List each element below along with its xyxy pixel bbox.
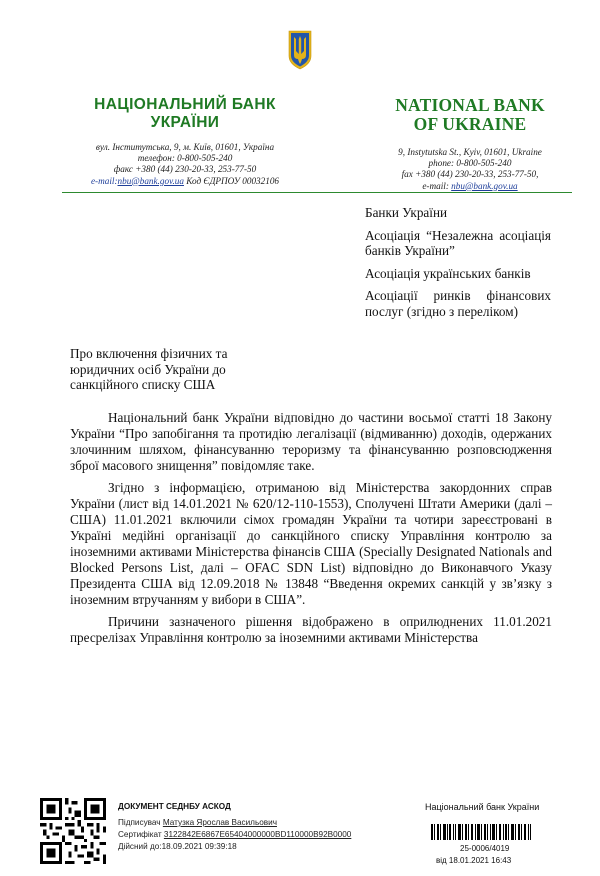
registration-number: 25-0006/4019	[460, 844, 510, 853]
validity-line	[118, 842, 237, 851]
document-footer	[0, 790, 600, 876]
email-label-en: e-mail:	[422, 180, 452, 191]
certificate-id: 3122842E6867E65404000000BD110000B92B0000	[163, 830, 352, 839]
edrpou-code: Код ЄДРПОУ 00032106	[183, 175, 280, 186]
fax-en: fax +380 (44) 230-20-33, 253-77-50,	[401, 169, 539, 180]
letter-subject: Про включення фізичних та юридичних осіб України до санкційного списку США	[70, 346, 228, 392]
certificate-line	[118, 830, 351, 839]
registration-org: Національний банк України	[425, 802, 540, 812]
bank-name-en-line1: NATIONAL BANK	[395, 95, 545, 115]
qr-code-icon	[40, 798, 106, 864]
registration-date: від 18.01.2021 16:43	[436, 856, 512, 865]
body-paragraph: Національний банк України відповідно до частини восьмої статті 18 Закону України “Про запобігання та протидію легалізації (відмиванню) доходів, одержаних злочинним шляхом, фінансуванню тероризму та фінансуванню розповсюдження зброї масового знищення” повідомляє таке.	[70, 410, 552, 473]
bank-name-ua-line2: УКРАЇНИ	[150, 114, 220, 131]
bank-name-ua-line1: НАЦІОНАЛЬНИЙ БАНК	[94, 96, 276, 113]
addressees-block	[365, 205, 551, 326]
letter-body	[70, 410, 552, 652]
email-link-ua[interactable]: nbu@bank.gov.ua	[117, 175, 184, 186]
email-line-ua	[70, 176, 300, 187]
header-divider	[62, 192, 572, 193]
signer-name: Матузка Ярослав Васильович	[162, 818, 277, 827]
signer-label: Підписувач	[118, 818, 163, 827]
email-line-en	[370, 181, 570, 192]
validity-label: Дійсний до:	[118, 842, 162, 851]
address-ua: вул. Інститутська, 9, м. Київ, 01601, Україна	[95, 142, 275, 152]
certificate-label: Сертифікат	[118, 830, 164, 839]
phone-ua: телефон: 0-800-505-240	[137, 153, 233, 164]
signature-doc-title: ДОКУМЕНТ СЕДНБУ АСКОД	[118, 802, 231, 811]
fax-ua: факс +380 (44) 230-20-33, 253-77-50	[113, 164, 257, 175]
barcode-icon	[431, 824, 531, 840]
addressee-item: Асоціації ринків фінансових послуг (згідно з переліком)	[365, 288, 551, 319]
signer-line	[118, 818, 277, 827]
addressee-item: Асоціація “Незалежна асоціація банків України”	[365, 227, 551, 258]
addressee-item: Банки України	[365, 205, 448, 220]
header-ukrainian	[70, 96, 300, 187]
bank-name-en-line2: OF UKRAINE	[413, 114, 527, 134]
email-label-ua: e-mail:	[90, 175, 118, 186]
address-en: 9, Instytutska St., Kyiv, 01601, Ukraine	[398, 147, 542, 157]
body-paragraph: Згідно з інформацією, отриманою від Міністерства закордонних справ України (лист від 14.01.2021 № 620/12-110-1553), Сполучені Штати Америки (далі – США) 11.01.2021 включили сімох громадян України та чотири зареєстровані в Україні медійні організації до санкційного списку Управління контролю за іноземними активами Міністерства фінансів США (Specially Designated Nationals and Blocked Persons List, далі – OFAC SDN List) відповідно до Виконавчого Указу Президента США від 12.09.2018 № 13848 “Введення окремих санкцій у зв’язку з іноземним втручанням у вибори в США”.	[70, 480, 552, 607]
phone-en: phone: 0-800-505-240	[428, 158, 512, 169]
body-paragraph: Причини зазначеного рішення відображено в оприлюднених 11.01.2021 пресрелізах Управління контролю за іноземними активами Міністерства	[70, 614, 552, 645]
addressee-item: Асоціація українських банків	[365, 265, 531, 281]
header-english	[370, 96, 570, 192]
trident-emblem-icon	[288, 30, 312, 70]
validity-date: 18.09.2021 09:39:18	[161, 842, 237, 851]
email-link-en[interactable]: nbu@bank.gov.ua	[451, 180, 518, 191]
